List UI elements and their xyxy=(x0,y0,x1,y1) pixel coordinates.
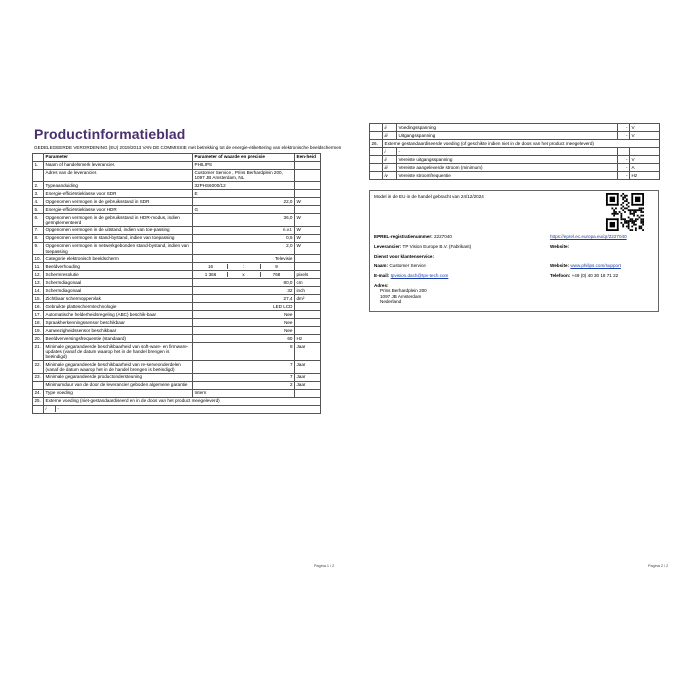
row-number xyxy=(33,405,44,413)
table-row xyxy=(33,255,321,263)
table-row xyxy=(33,206,321,214)
page-title: Productinformatieblad xyxy=(34,126,186,142)
email-label: E-mail: xyxy=(374,272,390,278)
name-value: Customer Service xyxy=(389,263,426,269)
supplier-value: TP Vision Europe B.V. (Fabrikant) xyxy=(402,244,472,250)
value-split xyxy=(195,264,293,269)
row-parameter: Schermdiagonaal xyxy=(44,287,193,295)
row-number: 15. xyxy=(33,295,44,303)
row-parameter: Energie-efficiëntieklasse voor HDR xyxy=(44,206,193,214)
address-line: 1097 JB Amsterdam xyxy=(380,293,422,299)
page-2 xyxy=(367,123,700,312)
row-parameter: Automatische helderheidsregeling (ABC) beschik-baar xyxy=(44,311,193,319)
row-parameter: Opgenomen vermogen in de gebruiksstand in SDR xyxy=(44,198,193,206)
row-value xyxy=(618,148,630,156)
row-parameter: Minimale gegarandeerde beschikbaarheid van soft-ware- en firmware-updates (vanaf de datum waarop het in de handel brengen is beëindigd) xyxy=(44,343,193,361)
split-part: 9 xyxy=(275,263,278,269)
table-row xyxy=(370,132,660,140)
page-number-2: Pagina 2 / 2 xyxy=(648,564,669,568)
value-text: 27,4 xyxy=(283,295,293,301)
row-number: 1. xyxy=(33,161,44,169)
row-value xyxy=(193,319,295,327)
row-unit: cm xyxy=(295,279,321,287)
row-number: 13. xyxy=(33,279,44,287)
table-row xyxy=(33,226,321,234)
table-row xyxy=(33,361,321,374)
row-unit: W xyxy=(295,226,321,234)
row-unit xyxy=(295,303,321,311)
table-row xyxy=(33,373,321,381)
value-text: 2 xyxy=(289,382,293,388)
table-row xyxy=(33,271,321,279)
row-parameter: Minimumduur van de door de leverancier geboden algemene garantie xyxy=(44,381,193,389)
row-number: 24. xyxy=(33,389,44,397)
table-row xyxy=(33,263,321,271)
row-number: 23. xyxy=(33,373,44,381)
regulation-text: GEDELEGEERDE VERORDENING (EU) 2019/2013 VAN DE COMMISSIE met betrekking tot de energie-etikettering van elektronische beeldschermen xyxy=(34,145,342,150)
row-value xyxy=(193,361,295,374)
row-value xyxy=(193,389,295,397)
row-value xyxy=(193,226,295,234)
row-unit xyxy=(295,190,321,198)
row-value xyxy=(193,303,295,311)
row-unit xyxy=(295,319,321,327)
row-value xyxy=(193,335,295,343)
row-unit: Jaar xyxy=(295,373,321,381)
row-value xyxy=(193,287,295,295)
row-value xyxy=(193,381,295,389)
spec-table xyxy=(32,153,321,414)
header-value: Parameter of waarde en precisie xyxy=(193,153,295,161)
email-link[interactable]: tpvision.dach@tpv-tech.com xyxy=(390,272,449,278)
row-number xyxy=(33,381,44,389)
row-parameter: Opgenomen vermogen in stand-bystand, indien van toepassing xyxy=(44,234,193,242)
row-number xyxy=(370,172,383,180)
row-value: - xyxy=(618,132,630,140)
eprel-link[interactable]: https://eprel.ec.europa.eu/qr/2227040 xyxy=(550,233,627,239)
row-unit: W xyxy=(295,242,321,255)
row-parameter: Zichtbaar schermoppervlak xyxy=(44,295,193,303)
value-text: E xyxy=(194,190,198,196)
table-row xyxy=(33,319,321,327)
row-parameter: Schermresolutie xyxy=(44,271,193,279)
value-text: 0,5 xyxy=(286,235,293,241)
table-row xyxy=(33,198,321,206)
row-parameter: Opgenomen vermogen in de uitstand, indien van toe-passing xyxy=(44,226,193,234)
row-unit: V xyxy=(630,124,660,132)
row-unit xyxy=(295,311,321,319)
name-label: Naam: xyxy=(374,263,389,269)
website-label: Website: xyxy=(550,244,570,250)
row-value xyxy=(193,255,295,263)
table-row xyxy=(33,389,321,397)
row-number xyxy=(370,156,383,164)
row-unit: Hz xyxy=(295,335,321,343)
row-unit xyxy=(630,148,660,156)
row-value xyxy=(193,373,295,381)
table-row xyxy=(33,327,321,335)
value-text: 8 xyxy=(289,343,293,349)
row-value xyxy=(193,206,295,214)
table-row xyxy=(370,124,660,132)
website2-label: Website: xyxy=(550,263,570,269)
row-number: 18. xyxy=(33,319,44,327)
row-number: 9. xyxy=(33,242,44,255)
value-text: LED LCD xyxy=(273,303,293,309)
table-row xyxy=(33,303,321,311)
split-part: x xyxy=(228,272,261,277)
value-text: 60 xyxy=(287,335,293,341)
row-parameter: Gebruikte platteschermtechnologie xyxy=(44,303,193,311)
row-number: 12. xyxy=(33,271,44,279)
row-number: 20. xyxy=(33,335,44,343)
row-parameter: Vereiste uitgangsspanning xyxy=(397,156,618,164)
value-text: Intern xyxy=(194,390,207,396)
row-unit: V xyxy=(630,156,660,164)
value-text: 32PHS6000/12 xyxy=(194,182,226,188)
row-number xyxy=(370,132,383,140)
row-unit: Jaar xyxy=(295,343,321,361)
row-value: - xyxy=(618,124,630,132)
row-unit xyxy=(295,169,321,182)
row-parameter: Beeldverhouding xyxy=(44,263,193,271)
table-row xyxy=(33,381,321,389)
value-text: Nee xyxy=(284,327,293,333)
value-text: 22,0 xyxy=(283,198,293,204)
row-parameter: Vereiste aangeleverde stroom (minimum) xyxy=(397,164,618,172)
row-number: 7. xyxy=(33,226,44,234)
header-unit: Een-heid xyxy=(295,153,321,161)
row-unit: inch xyxy=(295,287,321,295)
row-unit xyxy=(295,327,321,335)
phone-label: Telefoon: xyxy=(550,272,571,278)
table-row xyxy=(33,234,321,242)
eprel-number: 2227040 xyxy=(434,233,452,239)
row-number: 25. xyxy=(33,397,44,405)
row-parameter: Minimale gegarandeerde beschikbaarheid van re-serveonderdelen (vanaf de datum waarop het in de handel brengen is beëindigd) xyxy=(44,361,193,374)
row-unit: Hz xyxy=(630,172,660,180)
row-unit: W xyxy=(295,198,321,206)
row-parameter: Vereiste stroomfrequentie xyxy=(397,172,618,180)
table-row xyxy=(33,405,321,413)
row-value xyxy=(193,190,295,198)
row-number xyxy=(370,124,383,132)
row-parameter: Opgenomen vermogen in netwerkgebonden stand-bystand, indien van toepassing xyxy=(44,242,193,255)
row-unit: Jaar xyxy=(295,361,321,374)
row-sub-index: ii xyxy=(383,156,397,164)
row-number: 16. xyxy=(33,303,44,311)
phone-value: +49 (0) 40 30 18 71 22 xyxy=(571,272,619,278)
row-value xyxy=(193,263,295,271)
model-text: Model in de EU in de handel gebracht van 24/12/2024 xyxy=(374,194,484,199)
row-parameter: Categorie elektronisch beeldscherm xyxy=(44,255,193,263)
service-label: Dienst voor klantenservice: xyxy=(374,253,434,259)
sub-index: i xyxy=(44,406,56,412)
value-text: 7 xyxy=(289,374,293,380)
website-link[interactable]: www.philips.com/support xyxy=(570,263,621,269)
row-value xyxy=(193,214,295,227)
row-unit xyxy=(295,206,321,214)
eprel-label: EPREL-registratienummer: xyxy=(374,233,433,239)
row-number: 17. xyxy=(33,311,44,319)
address-label: Adres: xyxy=(374,282,389,288)
row-value xyxy=(193,234,295,242)
value-text: 32 xyxy=(287,287,293,293)
row-unit: dm² xyxy=(295,295,321,303)
page-1 xyxy=(28,123,363,450)
row-parameter: Energie-efficiëntieklasse voor SDR xyxy=(44,190,193,198)
row-number: 6. xyxy=(33,214,44,227)
row-parameter: Naam of handelsmerk leverancier. xyxy=(44,161,193,169)
table-row xyxy=(370,140,660,148)
value-text: Nee xyxy=(284,319,293,325)
value-text: Televisie xyxy=(274,255,293,261)
row-value xyxy=(193,161,295,169)
row-value xyxy=(193,295,295,303)
row-value xyxy=(193,327,295,335)
table-row xyxy=(33,397,321,405)
product-info-box xyxy=(369,190,659,312)
value-text: Customer Service , Prins Berhardplein 200, 1097 JB Amsterdam, NL xyxy=(194,170,283,181)
row-parameter: Beeldverversingsfrequentie (standaard) xyxy=(44,335,193,343)
sub-value: - xyxy=(57,406,60,412)
row-number: 2. xyxy=(33,182,44,190)
table-row xyxy=(33,295,321,303)
row-value xyxy=(193,343,295,361)
table-row xyxy=(33,279,321,287)
row-number: 4. xyxy=(33,198,44,206)
row-sub-index: iii xyxy=(383,132,397,140)
row-parameter: Typeaanduiding xyxy=(44,182,193,190)
page-number-1: Pagina 1 / 2 xyxy=(314,564,335,568)
table-row xyxy=(370,164,660,172)
row-parameter: Spraakherkenningssensor beschikbaar xyxy=(44,319,193,327)
row-number: 26. xyxy=(370,140,383,148)
row-number xyxy=(370,164,383,172)
split-part: 768 xyxy=(272,271,281,277)
row-value: - xyxy=(618,156,630,164)
table-row xyxy=(33,287,321,295)
table-row xyxy=(33,190,321,198)
row-unit xyxy=(295,182,321,190)
table-row xyxy=(33,343,321,361)
row-unit xyxy=(295,263,321,271)
qr-code-icon xyxy=(606,193,644,231)
row-parameter: Externe gestandaardiseerde voeding (of geschikte indien niet in de doos van het product meegeleverd) xyxy=(383,140,660,148)
table-row xyxy=(33,182,321,190)
row-unit xyxy=(295,161,321,169)
table-row xyxy=(370,172,660,180)
table-row xyxy=(33,242,321,255)
row-number: 19. xyxy=(33,327,44,335)
table-row xyxy=(370,156,660,164)
value-text: 36,0 xyxy=(283,214,293,220)
row-unit: W xyxy=(295,214,321,227)
row-value xyxy=(193,279,295,287)
row-parameter: Opgenomen vermogen in de gebruiksstand in HDR-modus, indien geïmplementeerd xyxy=(44,214,193,227)
table-row xyxy=(370,148,660,156)
row-number: 11. xyxy=(33,263,44,271)
supplier-label: Leverancier: xyxy=(374,244,402,250)
row-parameter: - xyxy=(397,148,618,156)
address-line: Prins Berhardplein 200 xyxy=(380,288,427,294)
value-text: 7 xyxy=(289,361,293,367)
row-value xyxy=(193,198,295,206)
row-value: - xyxy=(618,172,630,180)
row-unit: W xyxy=(295,234,321,242)
row-sub-index: iii xyxy=(383,164,397,172)
row-parameter: Minimale gegarandeerde productondersteuning xyxy=(44,373,193,381)
row-unit: pixels xyxy=(295,271,321,279)
row-number xyxy=(370,148,383,156)
row-value xyxy=(193,242,295,255)
row-parameter: Schermdiagonaal xyxy=(44,279,193,287)
value-text: PHILIPS xyxy=(194,162,213,168)
value-text: G xyxy=(194,206,199,212)
row-number: 10. xyxy=(33,255,44,263)
table-row xyxy=(33,335,321,343)
table-row xyxy=(33,169,321,182)
value-split xyxy=(195,272,293,277)
split-part: 1 366 xyxy=(195,272,228,277)
row-parameter: Uitgangsspanning xyxy=(397,132,618,140)
table-row xyxy=(33,311,321,319)
row-unit xyxy=(295,389,321,397)
table-row xyxy=(33,214,321,227)
row-parameter: Adres van de leverancier. xyxy=(44,169,193,182)
row-value xyxy=(193,271,295,279)
row-value xyxy=(193,169,295,182)
table-row xyxy=(33,161,321,169)
row-parameter: Type voeding xyxy=(44,389,193,397)
row-value xyxy=(193,311,295,319)
row-sub-index: i xyxy=(383,148,397,156)
row-sub-index: ii xyxy=(383,124,397,132)
row-parameter: Externe voeding (niet-gestandaardiseerd en in de doos van het product meegeleverd) xyxy=(44,397,321,405)
value-text: n.v.t. xyxy=(282,227,293,233)
row-number: 22. xyxy=(33,361,44,374)
row-value xyxy=(193,182,295,190)
row-value: - xyxy=(618,164,630,172)
address-line: Nederland xyxy=(380,299,402,305)
row-unit: Jaar xyxy=(295,381,321,389)
table-header-row xyxy=(33,153,321,161)
row-number: 14. xyxy=(33,287,44,295)
row-number xyxy=(33,169,44,182)
address-block xyxy=(374,288,654,305)
value-text: Nee xyxy=(284,311,293,317)
row-sub xyxy=(44,405,321,413)
value-text: 2,0 xyxy=(286,243,293,249)
row-unit: V xyxy=(630,132,660,140)
row-unit: A xyxy=(630,164,660,172)
row-number: 21. xyxy=(33,343,44,361)
row-number: 5. xyxy=(33,206,44,214)
value-text: 80,0 xyxy=(283,279,293,285)
split-part: 16 xyxy=(195,264,228,269)
spec-table-continued xyxy=(369,123,660,180)
row-sub-index: iv xyxy=(383,172,397,180)
header-parameter: Parameter xyxy=(44,153,193,161)
row-unit xyxy=(295,255,321,263)
row-parameter: Aanwezigheidssensor beschikbaar xyxy=(44,327,193,335)
row-parameter: Voedingsspanning xyxy=(397,124,618,132)
row-number: 8. xyxy=(33,234,44,242)
split-part: : xyxy=(228,264,261,269)
row-number: 3. xyxy=(33,190,44,198)
